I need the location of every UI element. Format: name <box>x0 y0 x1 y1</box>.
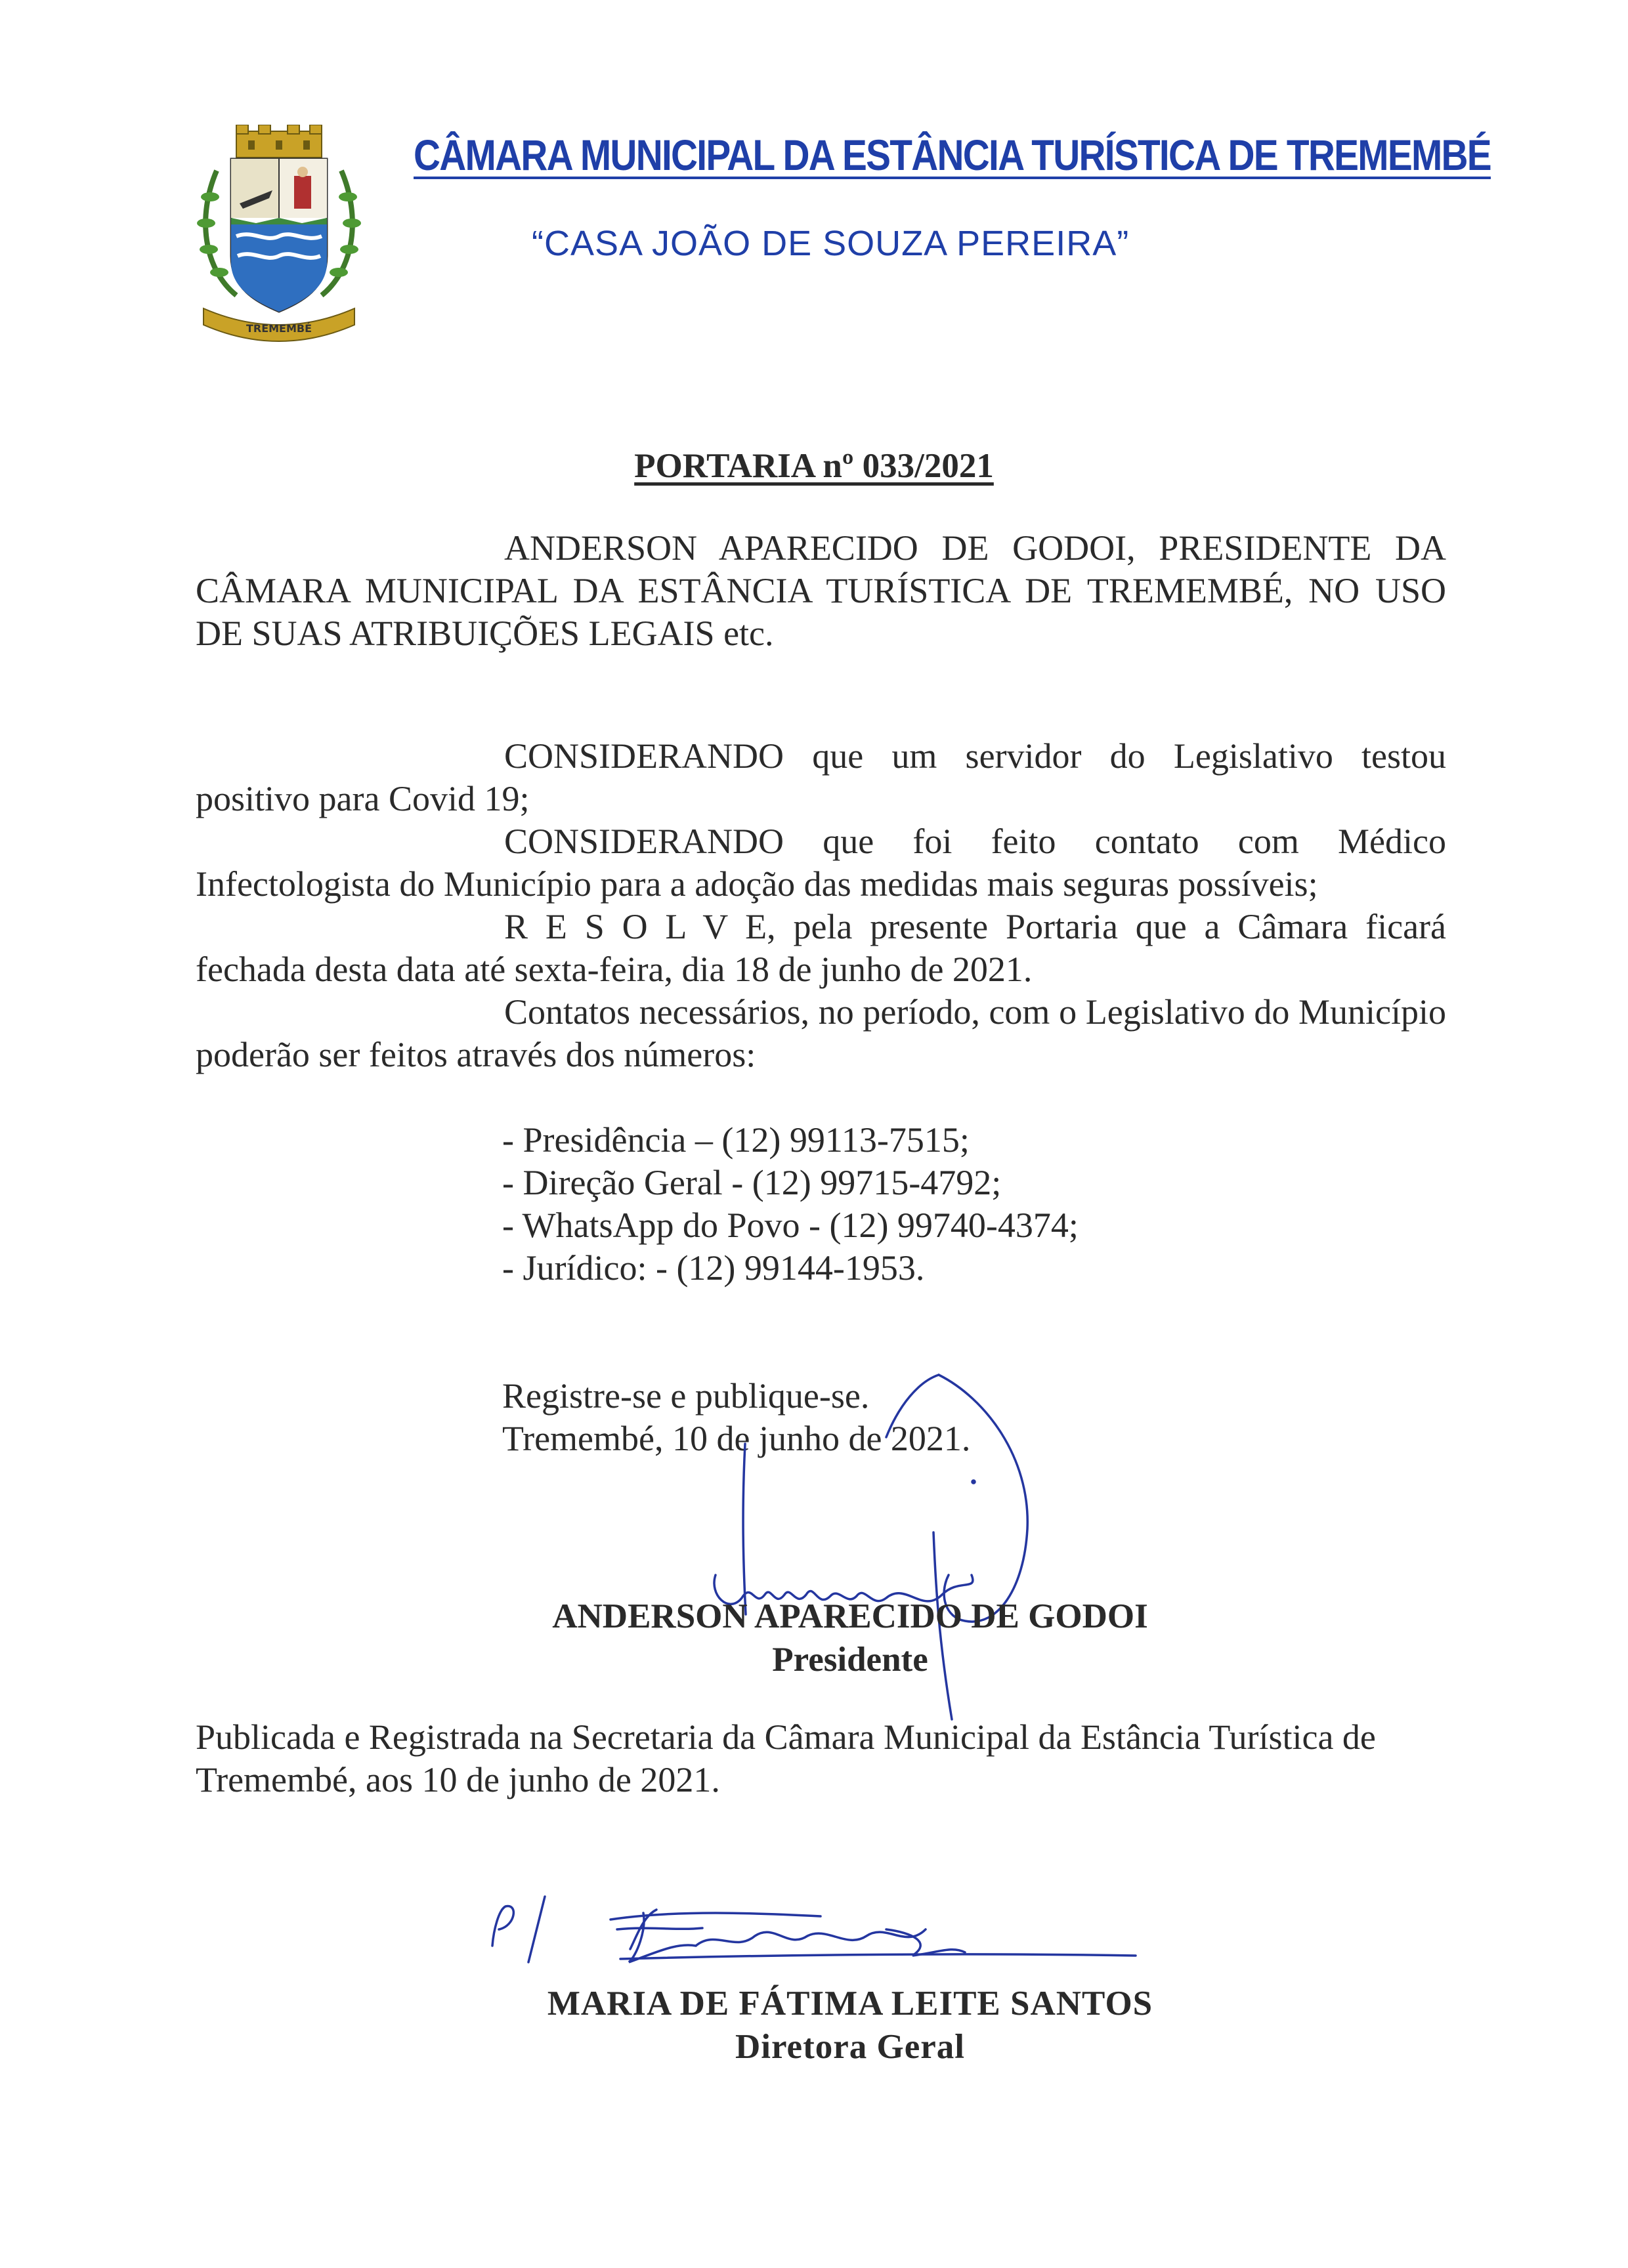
contact-item-direcao-geral: - Direção Geral - (12) 99715-4792; <box>502 1163 1002 1202</box>
document-title: PORTARIA nº 033/2021 <box>634 447 994 485</box>
crest-label: TREMEMBÉ <box>246 322 312 335</box>
contact-item-presidencia: - Presidência – (12) 99113-7515; <box>502 1120 970 1160</box>
director-role: Diretora Geral <box>735 2028 965 2066</box>
considerando-paragraph-1: CONSIDERANDO que um servidor do Legislativo testou positivo para Covid 19; <box>196 736 1446 818</box>
director-name: MARIA DE FÁTIMA LEITE SANTOS <box>547 1984 1153 2023</box>
considerando-paragraph-2: CONSIDERANDO que foi feito contato com Médico Infectologista do Município para a adoção das medidas mais seguras possíveis; <box>196 822 1446 904</box>
resolve-paragraph: R E S O L V E, pela presente Portaria que a Câmara ficará fechada desta data até sexta-feira, dia 18 de junho de 2021. <box>196 907 1446 989</box>
closing-date-line: Tremembé, 10 de junho de 2021. <box>502 1419 971 1458</box>
director-signature-icon <box>479 1890 1149 1988</box>
preamble-paragraph: ANDERSON APARECIDO DE GODOI, PRESIDENTE DA CÂMARA MUNICIPAL DA ESTÂNCIA TURÍSTICA DE TREMEMBÉ, NO USO DE SUAS ATRIBUIÇÕES LEGAIS etc. <box>196 528 1446 653</box>
president-role: Presidente <box>772 1641 928 1679</box>
president-name: ANDERSON APARECIDO DE GODOI <box>552 1597 1148 1635</box>
closing-register-line: Registre-se e publique-se. <box>502 1376 870 1416</box>
director-signature-block <box>0 1982 1628 2068</box>
institution-title: CÂMARA MUNICIPAL DA ESTÂNCIA TURÍSTICA DE TREMEMBÉ <box>414 131 1491 179</box>
contact-item-juridico: - Jurídico: - (12) 99144-1953. <box>502 1248 925 1288</box>
coat-of-arms-icon <box>190 125 368 348</box>
contact-list <box>502 1119 1079 1290</box>
contact-item-whatsapp: - WhatsApp do Povo - (12) 99740-4374; <box>502 1206 1079 1245</box>
institution-subtitle: “CASA JOÃO DE SOUZA PEREIRA” <box>532 224 1130 263</box>
president-signature-block <box>0 1595 1628 1681</box>
publication-note: Publicada e Registrada na Secretaria da Câmara Municipal da Estância Turística de Tremembé, aos 10 de junho de 2021. <box>196 1717 1376 1799</box>
contacts-intro-paragraph: Contatos necessários, no período, com o Legislativo do Município poderão ser feitos através dos números: <box>196 992 1446 1074</box>
